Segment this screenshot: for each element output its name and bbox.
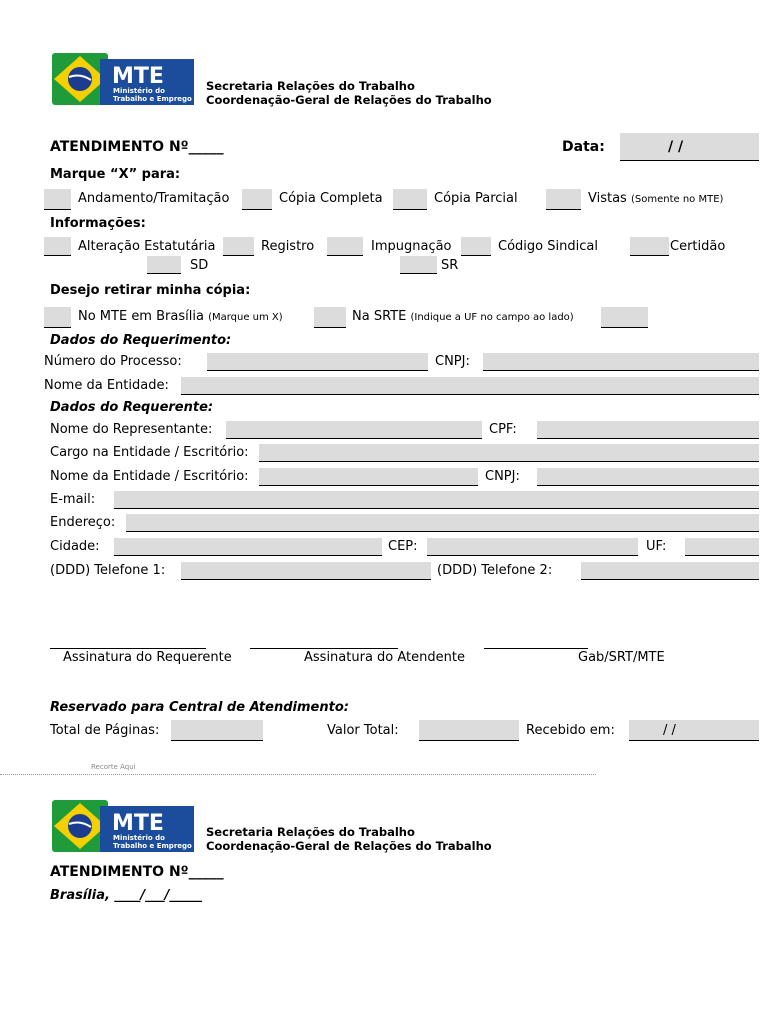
label-andamento: Andamento/Tramitação xyxy=(78,191,230,206)
checkbox-no-mte[interactable] xyxy=(44,307,71,328)
atendimento-number-blank: _____ xyxy=(188,139,224,155)
checkbox-sd[interactable] xyxy=(147,256,181,274)
label-cargo: Cargo na Entidade / Escritório: xyxy=(50,445,249,460)
signature-line-gab[interactable] xyxy=(484,648,588,649)
date-separators: / / xyxy=(668,139,684,155)
requerente-title: Dados do Requerente: xyxy=(50,400,214,415)
cpf-field[interactable] xyxy=(537,421,759,439)
label-cidade: Cidade: xyxy=(50,539,100,554)
requerimento-title: Dados do Requerimento: xyxy=(50,333,232,348)
logo-sub2: Trabalho e Emprego xyxy=(113,95,192,103)
cep-field[interactable] xyxy=(427,538,638,556)
cut-line xyxy=(0,774,596,775)
stub-header-line1: Secretaria Relações do Trabalho xyxy=(206,825,415,839)
label-codigo-sindical: Código Sindical xyxy=(498,239,598,254)
label-recebido-em: Recebido em: xyxy=(526,723,615,738)
stub-header-line2: Coordenação-Geral de Relações do Trabalho xyxy=(206,839,492,853)
marque-title: Marque “X” para: xyxy=(50,167,181,182)
header-line1: Secretaria Relações do Trabalho xyxy=(206,79,415,93)
checkbox-registro[interactable] xyxy=(223,237,254,256)
label-alteracao: Alteração Estatutária xyxy=(78,239,216,254)
label-telefone1: (DDD) Telefone 1: xyxy=(50,563,166,578)
atendimento-title: ATENDIMENTO Nº_____ xyxy=(50,139,224,155)
entidade-escritorio-field[interactable] xyxy=(259,468,478,486)
checkbox-copia-parcial[interactable] xyxy=(393,189,427,210)
reservado-title: Reservado para Central de Atendimento: xyxy=(50,700,349,715)
no-mte-note: (Marque um X) xyxy=(208,312,283,323)
telefone2-field[interactable] xyxy=(581,562,759,580)
cargo-field[interactable] xyxy=(259,444,759,462)
representante-field[interactable] xyxy=(226,421,482,439)
label-vistas: Vistas (Somente no MTE) xyxy=(588,191,724,206)
uf-srte-field[interactable] xyxy=(601,307,648,328)
header-line2: Coordenação-Geral de Relações do Trabalho xyxy=(206,93,492,107)
uf-field[interactable] xyxy=(685,538,759,556)
stub-brasilia-date: Brasília, ____/___/_____ xyxy=(50,888,202,903)
label-copia-completa: Cópia Completa xyxy=(279,191,383,206)
cut-label: Recorte Aqui xyxy=(91,763,136,771)
checkbox-copia-completa[interactable] xyxy=(242,189,272,210)
checkbox-alteracao[interactable] xyxy=(44,237,71,256)
na-srte-note: (Indique a UF no campo ao lado) xyxy=(410,312,574,323)
stub-atendimento-blank: _____ xyxy=(188,864,224,880)
recebido-separators: / / xyxy=(663,723,676,738)
vistas-note: (Somente no MTE) xyxy=(630,194,724,205)
label-nome-entidade: Nome da Entidade: xyxy=(44,378,169,393)
label-copia-parcial: Cópia Parcial xyxy=(434,191,518,206)
label-valor-total: Valor Total: xyxy=(327,723,399,738)
checkbox-impugnacao[interactable] xyxy=(327,237,363,256)
signature-line-requerente[interactable] xyxy=(50,648,206,649)
email-field[interactable] xyxy=(114,491,759,509)
checkbox-na-srte[interactable] xyxy=(314,307,346,328)
date-field[interactable] xyxy=(620,133,759,161)
mte-logo-stub xyxy=(50,797,196,853)
label-telefone2: (DDD) Telefone 2: xyxy=(437,563,553,578)
logo-text: MTE xyxy=(112,64,164,89)
label-assinatura-atendente: Assinatura do Atendente xyxy=(304,650,465,665)
label-registro: Registro xyxy=(261,239,315,254)
label-representante: Nome do Representante: xyxy=(50,422,213,437)
label-sr: SR xyxy=(441,258,459,273)
label-assinatura-requerente: Assinatura do Requerente xyxy=(63,650,232,665)
copia-title: Desejo retirar minha cópia: xyxy=(50,283,251,298)
label-sd: SD xyxy=(190,258,209,273)
informacoes-title: Informações: xyxy=(50,216,146,231)
stub-atendimento-title: ATENDIMENTO Nº_____ xyxy=(50,864,224,880)
total-paginas-field[interactable] xyxy=(171,720,263,741)
label-endereco: Endereço: xyxy=(50,515,116,530)
checkbox-certidao[interactable] xyxy=(630,237,669,256)
label-uf: UF: xyxy=(646,539,667,554)
cnpj-requerente-field[interactable] xyxy=(537,468,759,486)
telefone1-field[interactable] xyxy=(181,562,431,580)
valor-total-field[interactable] xyxy=(419,720,519,741)
cidade-field[interactable] xyxy=(114,538,382,556)
checkbox-vistas[interactable] xyxy=(546,189,581,210)
label-email: E-mail: xyxy=(50,492,96,507)
label-total-paginas: Total de Páginas: xyxy=(50,723,160,738)
label-cpf: CPF: xyxy=(489,422,517,437)
label-numero-processo: Número do Processo: xyxy=(44,354,182,369)
label-gab: Gab/SRT/MTE xyxy=(578,650,665,665)
numero-processo-field[interactable] xyxy=(207,353,428,371)
logo-sub2-stub: Trabalho e Emprego xyxy=(113,842,192,850)
checkbox-andamento[interactable] xyxy=(44,189,71,210)
nome-entidade-field[interactable] xyxy=(181,377,759,395)
label-impugnacao: Impugnação xyxy=(371,239,452,254)
logo-sub1-stub: Ministério do xyxy=(113,834,165,842)
label-cnpj-requerimento: CNPJ: xyxy=(435,354,470,369)
label-cnpj-requerente: CNPJ: xyxy=(485,469,520,484)
label-no-mte: No MTE em Brasília (Marque um X) xyxy=(78,309,283,324)
cnpj-requerimento-field[interactable] xyxy=(483,353,759,371)
label-cep: CEP: xyxy=(388,539,418,554)
checkbox-codigo-sindical[interactable] xyxy=(461,237,491,256)
endereco-field[interactable] xyxy=(126,514,759,532)
date-label: Data: xyxy=(562,139,605,155)
label-certidao: Certidão xyxy=(670,239,726,254)
mte-logo xyxy=(50,50,196,106)
logo-sub1: Ministério do xyxy=(113,87,165,95)
signature-line-atendente[interactable] xyxy=(250,648,398,649)
label-na-srte: Na SRTE (Indique a UF no campo ao lado) xyxy=(352,309,574,324)
logo-text-stub: MTE xyxy=(112,811,164,836)
checkbox-sr[interactable] xyxy=(400,256,437,274)
label-entidade-escritorio: Nome da Entidade / Escritório: xyxy=(50,469,249,484)
recebido-em-field[interactable] xyxy=(629,720,759,741)
